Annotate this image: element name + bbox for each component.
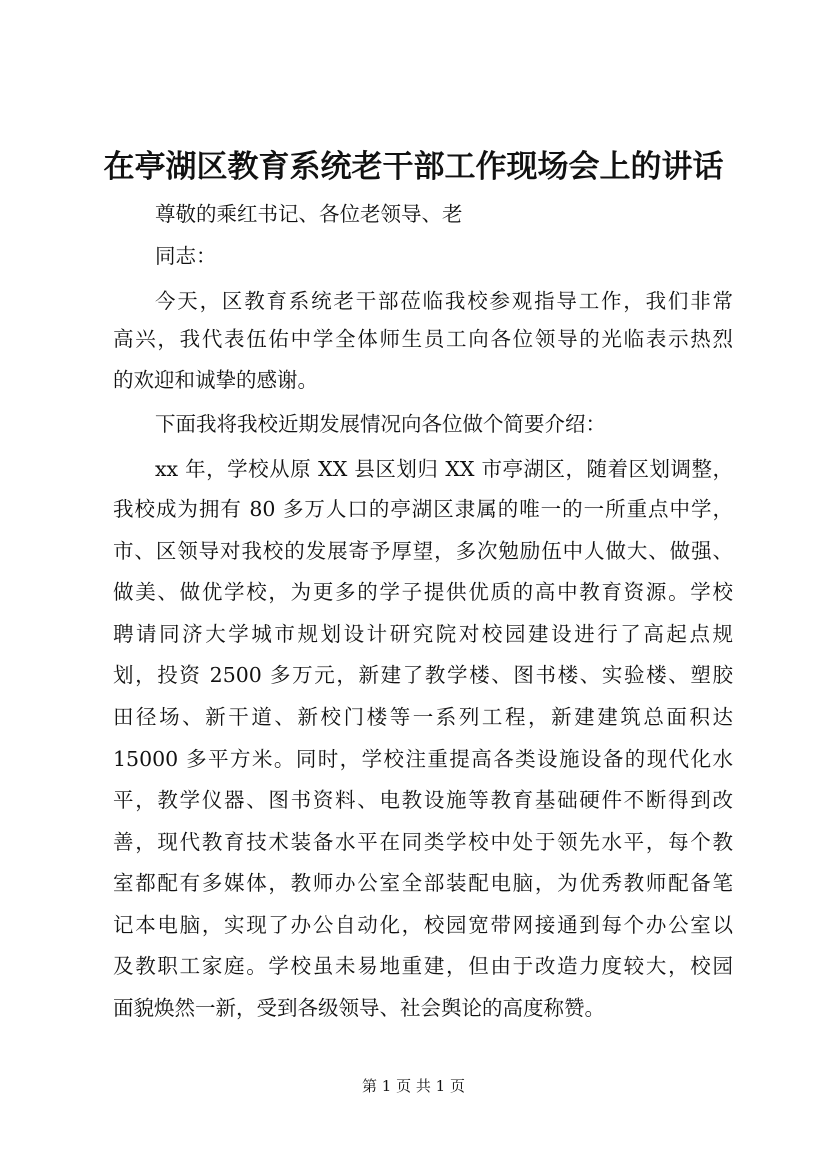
greeting-line: 尊敬的乘红书记、各位老领导、老 [155,202,463,226]
paragraph-line: 的欢迎和诚挚的感谢。 [113,368,318,392]
paragraph-line: 记本电脑，实现了办公自动化，校园宽带网接通到每个办公室以 [113,913,733,937]
paragraph-line: 聘请同济大学城市规划设计研究院对校园建设进行了高起点规 [113,622,733,646]
document-title: 在亭湖区教育系统老干部工作现场会上的讲话 [103,149,724,185]
paragraph-line: 田径场、新干道、新校门楼等一系列工程，新建建筑总面积达 [113,705,733,729]
paragraph-line: 15000 多平方米。同时，学校注重提高各类设施设备的现代化水 [113,747,733,771]
paragraph-line: 做美、做优学校，为更多的学子提供优质的高中教育资源。学校 [113,580,733,604]
paragraph-line: 下面我将我校近期发展情况向各位做个简要介绍： [155,412,606,436]
page-footer: 第 1 页 共 1 页 [362,1077,465,1095]
paragraph-line: xx 年，学校从原 XX 县区划归 XX 市亭湖区，随着区划调整， [155,457,733,481]
paragraph-line: 面貌焕然一新，受到各级领导、社会舆论的高度称赞。 [113,996,605,1020]
paragraph-line: 划，投资 2500 多万元，新建了教学楼、图书楼、实验楼、塑胶 [113,663,733,687]
greeting-line: 同志： [155,244,217,268]
paragraph-line: 善，现代教育技术装备水平在同类学校中处于领先水平，每个教 [113,830,733,854]
paragraph-line: 平，教学仪器、图书资料、电教设施等教育基础硬件不断得到改 [113,788,733,812]
paragraph-line: 室都配有多媒体，教师办公室全部装配电脑，为优秀教师配备笔 [113,871,733,895]
paragraph-line: 市、区领导对我校的发展寄予厚望，多次勉励伍中人做大、做强、 [113,539,733,563]
paragraph-line: 我校成为拥有 80 多万人口的亭湖区隶属的唯一的一所重点中学， [113,497,733,521]
paragraph-line: 今天，区教育系统老干部莅临我校参观指导工作，我们非常 [155,289,733,313]
paragraph-line: 及教职工家庭。学校虽未易地重建，但由于改造力度较大，校园 [113,954,733,978]
paragraph-line: 高兴，我代表伍佑中学全体师生员工向各位领导的光临表示热烈 [113,327,733,351]
